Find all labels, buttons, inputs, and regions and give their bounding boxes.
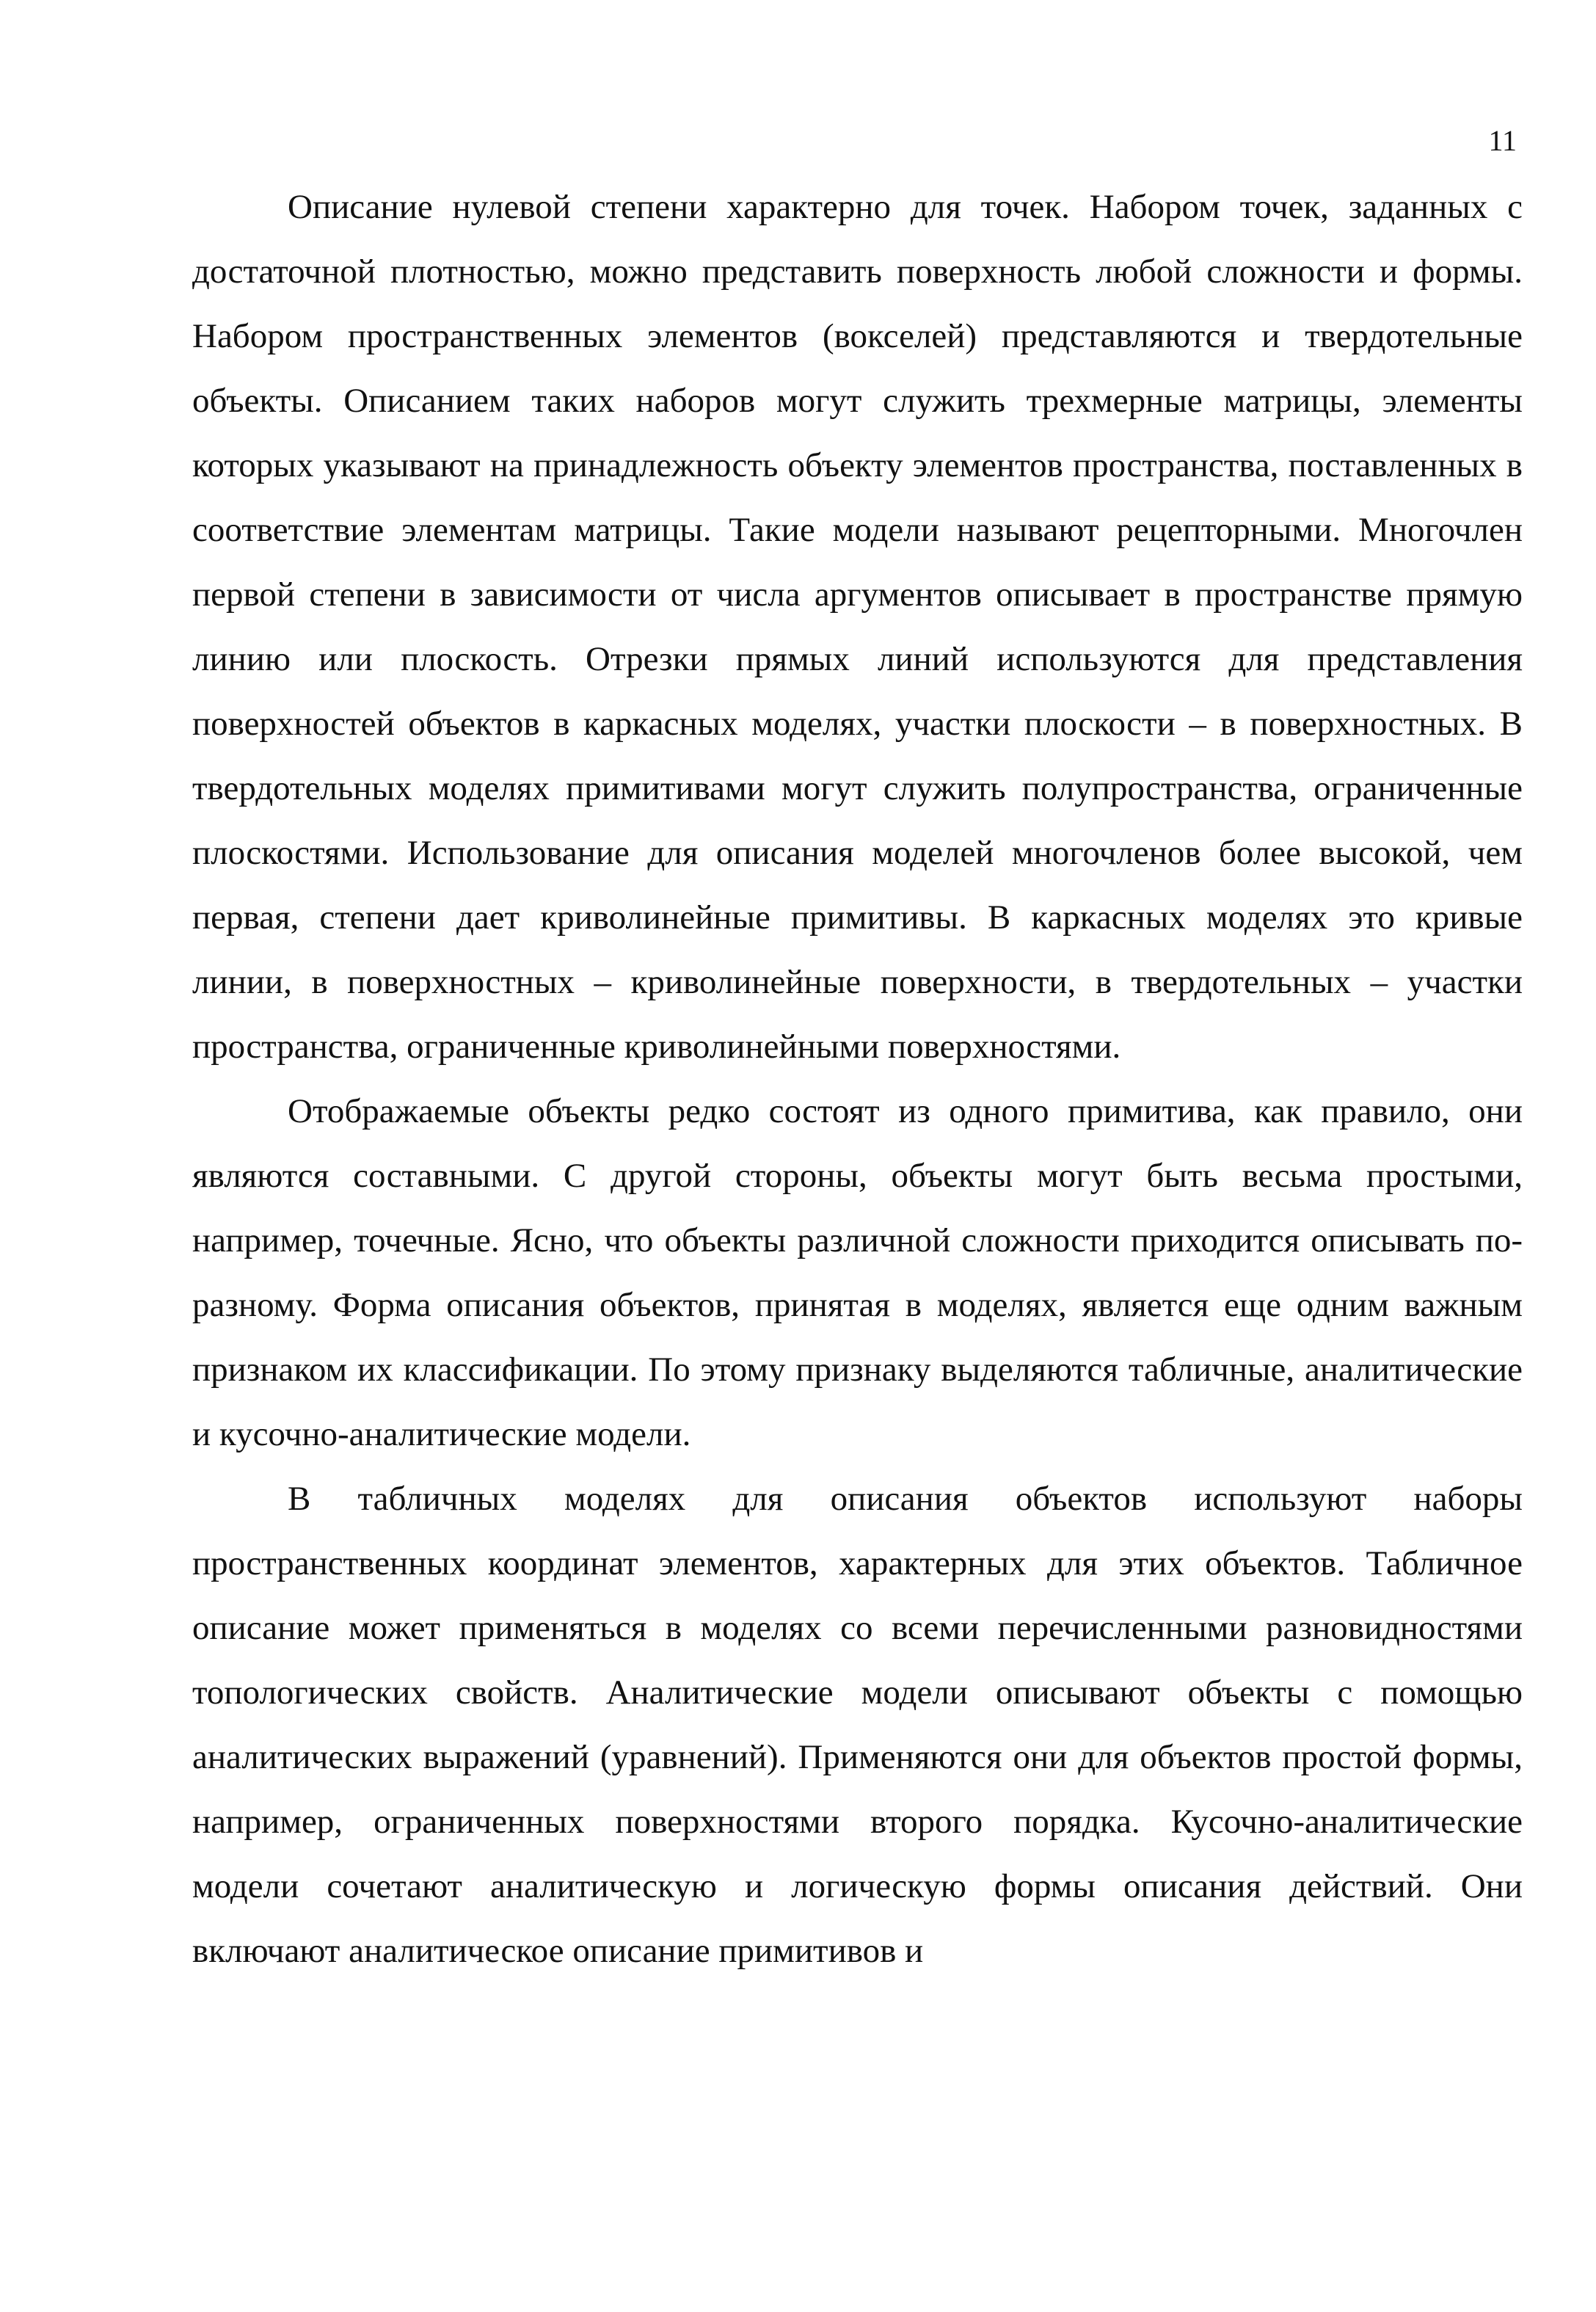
paragraph-composite-objects: Отображаемые объекты редко состоят из одного примитива, как правило, они являются составными. С другой стороны, объекты могут быть весьма простыми, например, точечные. Ясно, что объекты различной сложности приходится описывать по-разному. Форма описания объектов, принятая в моделях, является еще одним важным признаком их классификации. По этому признаку выделяются табличные, аналитические и кусочно-аналитические модели.: [192, 1092, 1523, 1453]
page-number: 11: [1488, 124, 1517, 157]
paragraph-primitives: Описание нулевой степени характерно для точек. Набором точек, заданных с достаточной плотностью, можно представить поверхность любой сложности и формы. Набором пространственных элементов (вокселей) представляются и твердотельные объекты. Описанием таких наборов могут служить трехмерные матрицы, элементы которых указывают на принадлежность объекту элементов пространства, поставленных в соответствие элементам матрицы. Такие модели называют рецепторными. Многочлен первой степени в зависимости от числа аргументов описывает в пространстве прямую линию или плоскость. Отрезки прямых линий используются для представления поверхностей объектов в каркасных моделях, участки плоскости – в поверхностных. В твердотельных моделях примитивами могут служить полупространства, ограниченные плоскостями. Использование для описания моделей многочленов более высокой, чем первая, степени дает криволинейные примитивы. В каркасных моделях это кривые линии, в поверхностных – криволинейные поверхности, в твердотельных – участки пространства, ограниченные криволинейными поверхностями.: [192, 188, 1523, 1066]
body-text: [192, 175, 1523, 1983]
paragraph-table-models: В табличных моделях для описания объектов используют наборы пространственных координат элементов, характерных для этих объектов. Табличное описание может применяться в моделях со всеми перечисленными разновидностями топологических свойств. Аналитические модели описывают объекты с помощью аналитических выражений (уравнений). Применяются они для объектов простой формы, например, ограниченных поверхностями второго порядка. Кусочно-аналитические модели сочетают аналитическую и логическую формы описания действий. Они включают аналитическое описание примитивов и: [192, 1480, 1523, 1970]
